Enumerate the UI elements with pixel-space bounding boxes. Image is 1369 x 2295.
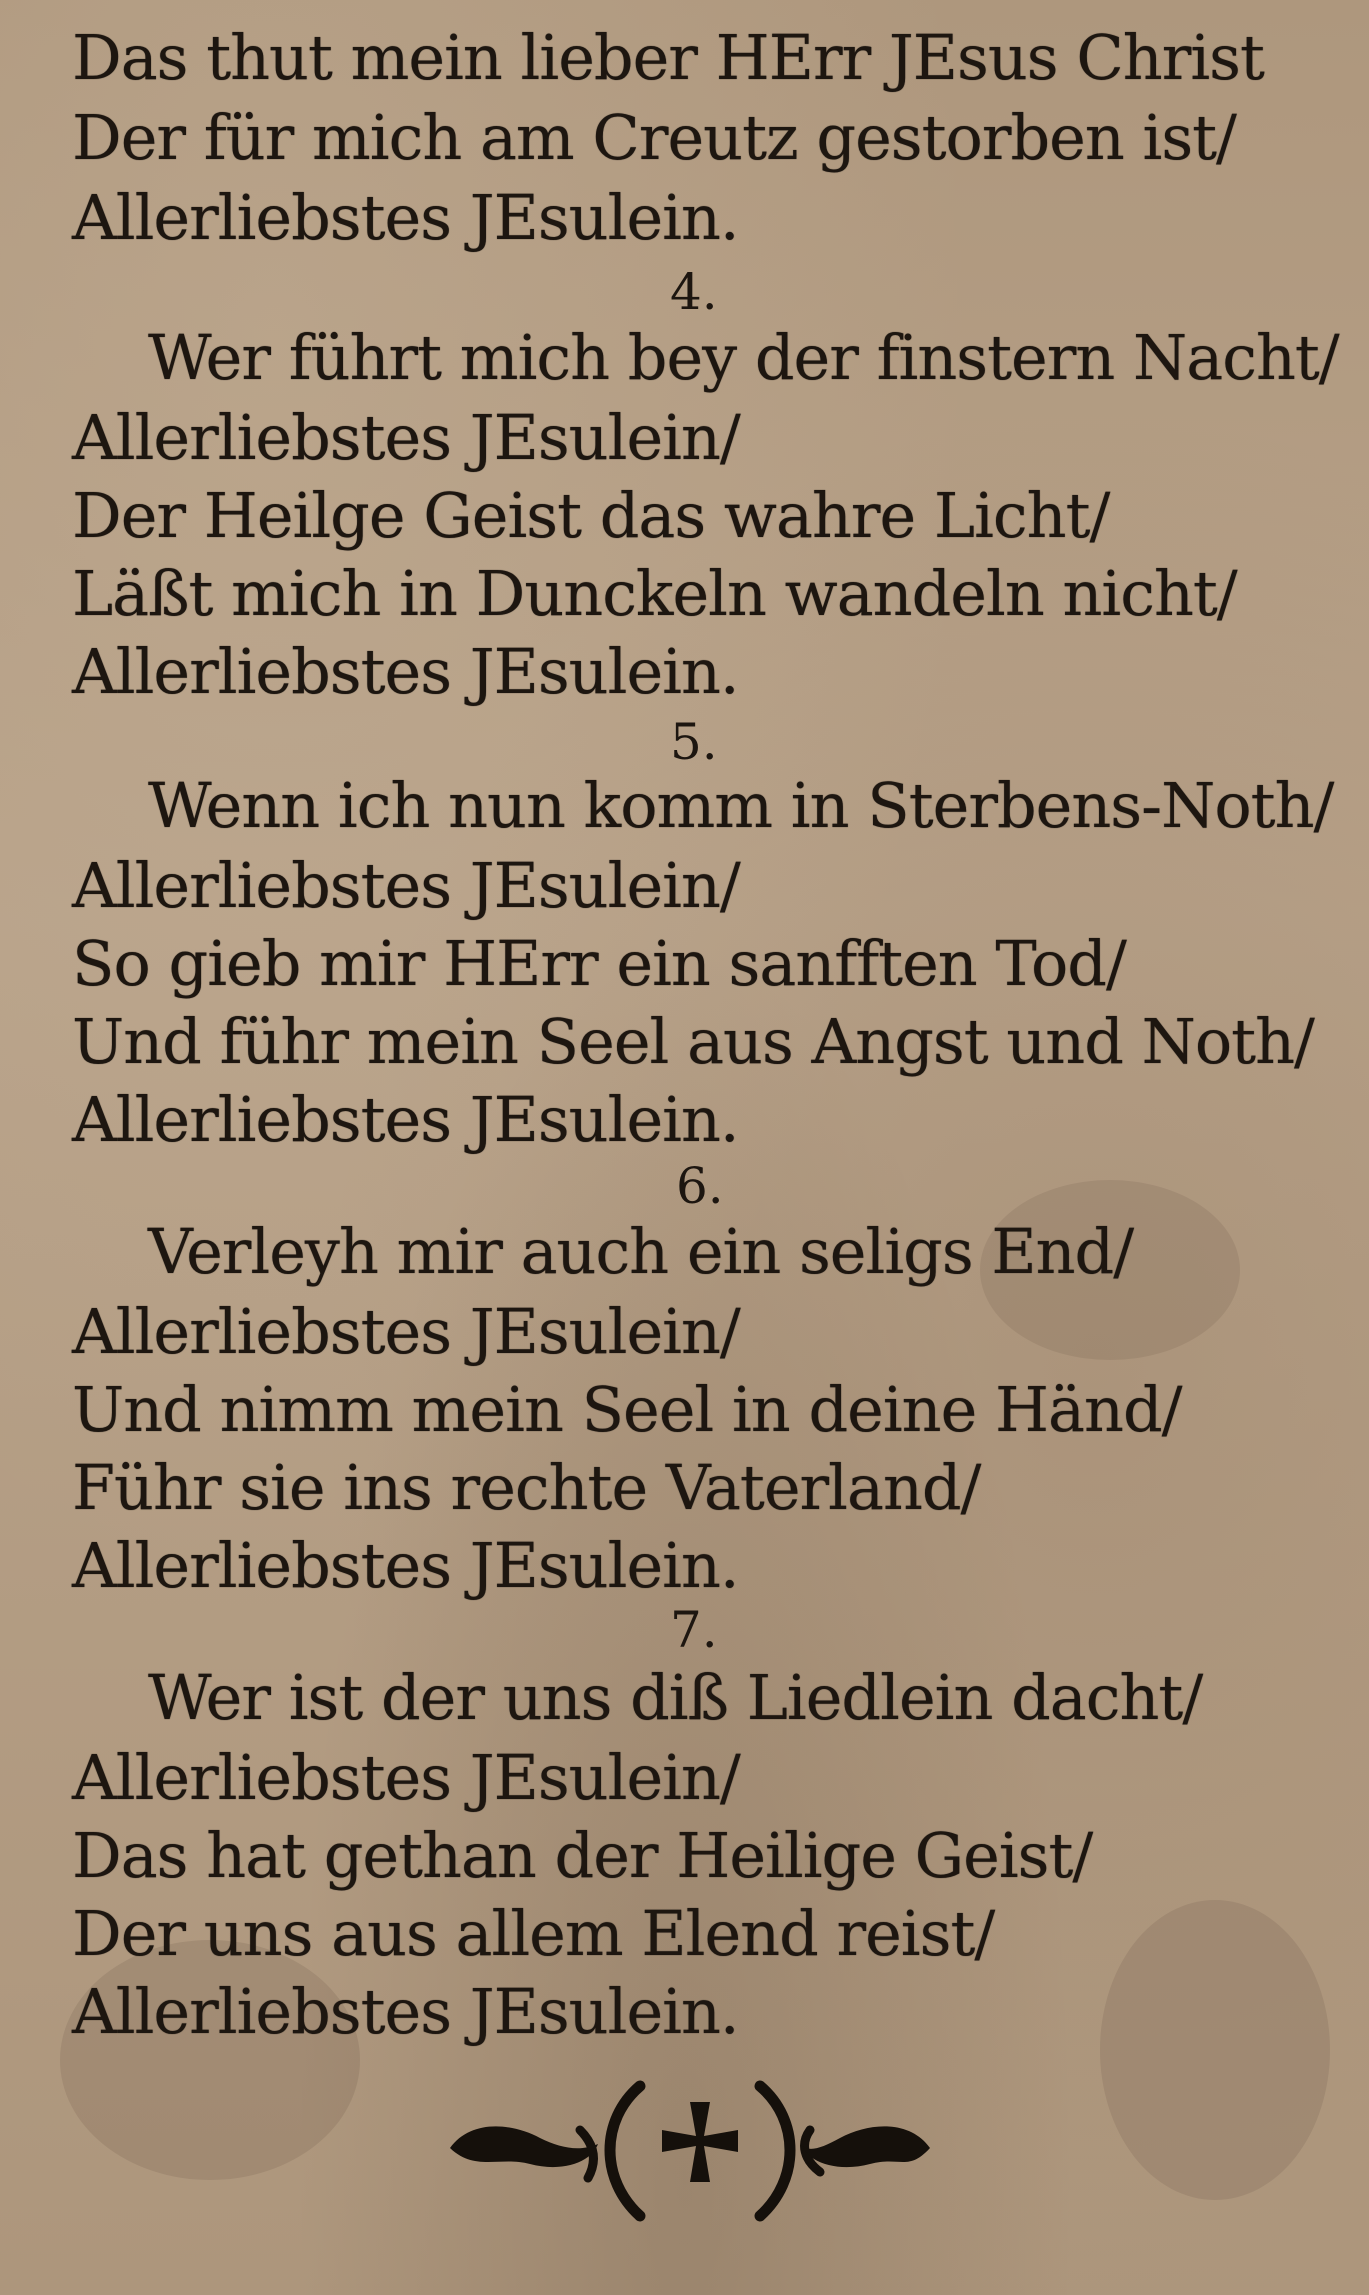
verse-line: Das hat gethan der Heilige Geist/ [72,1819,1093,1892]
verse-line: Läßt mich in Dunckeln wandeln nicht/ [72,557,1237,630]
stanza-number: 7. [670,1601,718,1659]
stanza-number: 6. [676,1157,724,1215]
verse-line: Allerliebstes JEsulein/ [72,1295,740,1368]
stanza-number: 5. [670,713,718,771]
verse-line: Allerliebstes JEsulein. [72,181,739,254]
verse-line: Allerliebstes JEsulein/ [72,849,740,922]
cross-pattee-vignette-icon [430,2060,950,2230]
verse-line: Allerliebstes JEsulein. [72,1529,739,1602]
verse-line: So gieb mir HErr ein sanfften Tod/ [72,927,1126,1000]
verse-line: Der Heilge Geist das wahre Licht/ [72,479,1110,552]
verse-line: Führ sie ins rechte Vaterland/ [72,1451,981,1524]
verse-line: Und führ mein Seel aus Angst und Noth/ [72,1005,1314,1078]
verse-line: Wenn ich nun komm in Sterbens-Noth/ [148,769,1334,842]
verse-line: Der uns aus allem Elend reist/ [72,1897,995,1970]
verse-line: Allerliebstes JEsulein/ [72,1741,740,1814]
verse-line: Wer führt mich bey der finstern Nacht/ [148,321,1339,394]
verse-line: Allerliebstes JEsulein. [72,1083,739,1156]
verse-line: Der für mich am Creutz gestorben ist/ [72,101,1236,174]
stanza-number: 4. [670,263,718,321]
verse-line: Allerliebstes JEsulein. [72,635,739,708]
verse-line: Allerliebstes JEsulein/ [72,401,740,474]
verse-line: Verleyh mir auch ein seligs End/ [148,1215,1134,1288]
verse-line: Wer ist der uns diß Liedlein dacht/ [148,1661,1203,1734]
verse-line: Das thut mein lieber HErr JEsus Christ [72,21,1264,94]
verse-line: Allerliebstes JEsulein. [72,1975,739,2048]
paper-stain [1100,1900,1330,2200]
verse-line: Und nimm mein Seel in deine Händ/ [72,1373,1182,1446]
